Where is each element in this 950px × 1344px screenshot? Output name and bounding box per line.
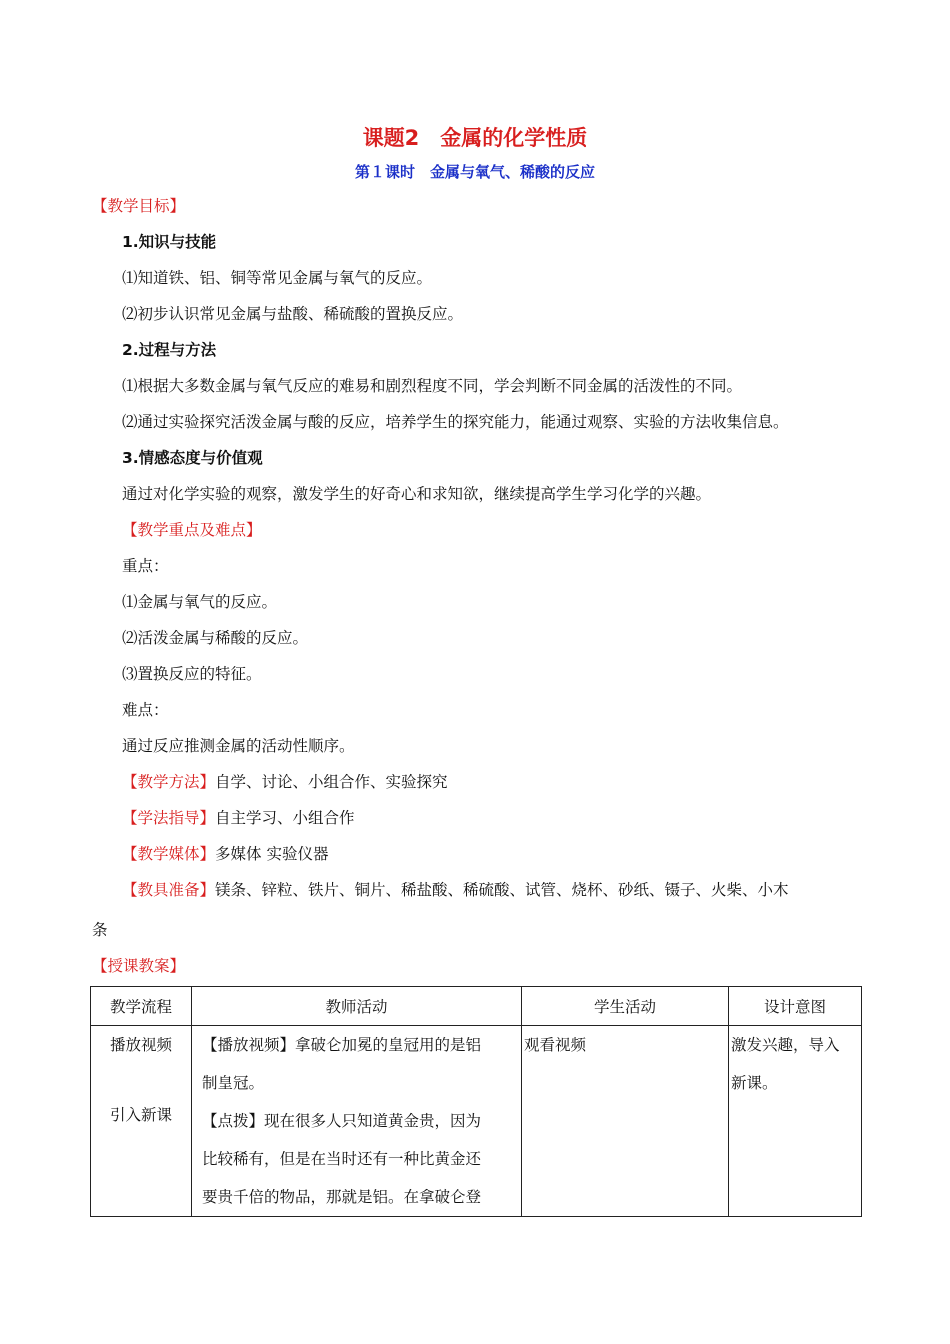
tools-label: 【教具准备】 <box>122 881 216 899</box>
plan-heading: 【授课教案】 <box>92 957 186 975</box>
col-header-flow: 教学流程 <box>91 987 192 1026</box>
media-line <box>122 842 328 864</box>
teacher-line-2: 制皇冠。 <box>202 1074 265 1092</box>
knowledge-item-2: ⑵初步认识常见金属与盐酸、稀硫酸的置换反应。 <box>122 305 464 323</box>
media-value: 多媒体 实验仪器 <box>215 845 329 863</box>
intent-cell <box>729 1026 862 1217</box>
student-cell <box>522 1026 729 1217</box>
lesson-plan-table <box>90 986 862 1217</box>
col-header-intent: 设计意图 <box>729 987 862 1026</box>
table-header-row <box>91 987 862 1026</box>
col-header-student: 学生活动 <box>522 987 729 1026</box>
page-title: 课题2 金属的化学性质 <box>362 126 588 150</box>
tools-wrap: 条 <box>92 921 108 939</box>
method-label: 【教学方法】 <box>122 773 216 791</box>
flow-step-2: 引入新课 <box>109 1106 172 1124</box>
section-process-title: 2.过程与方法 <box>122 341 217 359</box>
key-label: 重点： <box>122 557 169 575</box>
flow-cell <box>91 1026 192 1217</box>
page-subtitle: 第１课时 金属与氧气、稀酸的反应 <box>354 163 595 181</box>
difficulty-item-1: 通过反应推测金属的活动性顺序。 <box>122 737 355 755</box>
teacher-line-3: 【点拨】现在很多人只知道黄金贵，因为 <box>202 1112 482 1130</box>
section-emotion-title: 3.情感态度与价值观 <box>122 449 263 467</box>
key-item-2: ⑵活泼金属与稀酸的反应。 <box>122 629 309 647</box>
guide-line <box>122 806 355 828</box>
teacher-line-1: 【播放视频】拿破仑加冕的皇冠用的是铝 <box>202 1036 482 1054</box>
method-line <box>122 770 448 792</box>
knowledge-item-1: ⑴知道铁、铝、铜等常见金属与氧气的反应。 <box>122 269 433 287</box>
guide-label: 【学法指导】 <box>122 809 216 827</box>
table-row <box>91 1026 862 1217</box>
objectives-heading: 【教学目标】 <box>92 197 186 215</box>
keypoints-heading: 【教学重点及难点】 <box>122 521 262 539</box>
media-label: 【教学媒体】 <box>122 845 216 863</box>
guide-value: 自主学习、小组合作 <box>215 809 355 827</box>
difficulty-label: 难点： <box>122 701 169 719</box>
flow-step-1: 播放视频 <box>109 1036 172 1054</box>
col-header-teacher: 教师活动 <box>192 987 522 1026</box>
tools-value: 镁条、锌粒、铁片、铜片、稀盐酸、稀硫酸、试管、烧杯、砂纸、镊子、火柴、小木 <box>215 881 789 899</box>
intent-line-2: 新课。 <box>731 1074 778 1092</box>
emotion-item-1: 通过对化学实验的观察，激发学生的好奇心和求知欲，继续提高学生学习化学的兴趣。 <box>122 485 712 503</box>
student-activity: 观看视频 <box>524 1036 587 1054</box>
key-item-1: ⑴金属与氧气的反应。 <box>122 593 278 611</box>
tools-line <box>122 878 789 900</box>
process-item-2: ⑵通过实验探究活泼金属与酸的反应，培养学生的探究能力，能通过观察、实验的方法收集信息。 <box>122 413 789 431</box>
process-item-1: ⑴根据大多数金属与氧气反应的难易和剧烈程度不同，学会判断不同金属的活泼性的不同。 <box>122 377 743 395</box>
intent-line-1: 激发兴趣，导入 <box>731 1036 840 1054</box>
teacher-line-5: 要贵千倍的物品，那就是铝。在拿破仑登 <box>202 1188 482 1206</box>
method-value: 自学、讨论、小组合作、实验探究 <box>215 773 448 791</box>
key-item-3: ⑶置换反应的特征。 <box>122 665 262 683</box>
section-knowledge-title: 1.知识与技能 <box>122 233 217 251</box>
teacher-cell <box>192 1026 522 1217</box>
teacher-line-4: 比较稀有，但是在当时还有一种比黄金还 <box>202 1150 482 1168</box>
